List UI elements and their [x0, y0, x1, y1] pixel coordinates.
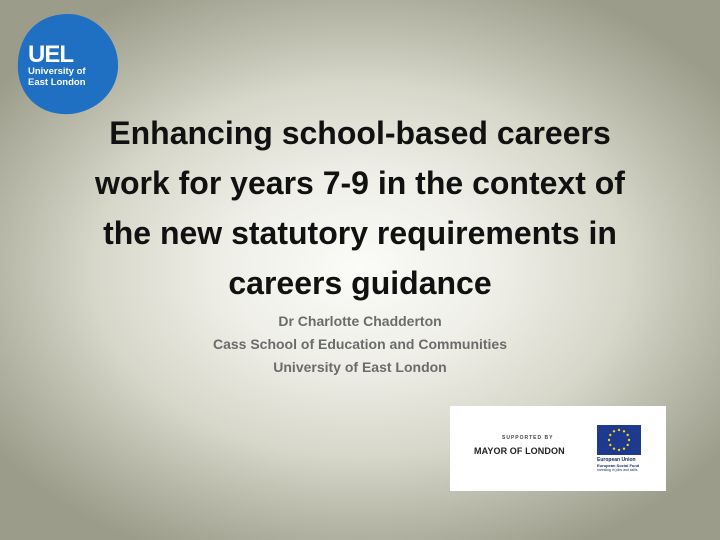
eu-name-label: European Union	[597, 457, 636, 463]
eu-flag-icon	[597, 425, 641, 455]
eu-tagline-label: Investing in jobs and skills	[597, 468, 638, 472]
slide-title	[40, 108, 680, 308]
author-school: Cass School of Education and Communities	[212, 336, 508, 352]
sponsor-panel	[450, 406, 666, 491]
title-line-4: careers guidance	[228, 265, 492, 301]
slide-subtitle	[100, 310, 620, 379]
author-name: Dr Charlotte Chadderton	[278, 313, 442, 329]
uel-logo	[14, 10, 122, 118]
uel-logo-text	[28, 41, 86, 88]
uel-logo-line1: University of	[28, 66, 86, 77]
title-line-3: the new statutory requirements in	[103, 215, 617, 251]
uel-logo-line2: East London	[28, 77, 86, 88]
uel-logo-abbr: UEL	[28, 41, 73, 68]
eu-fund-label: European Social Fund	[597, 463, 640, 468]
title-line-2: work for years 7-9 in the context of	[95, 165, 625, 201]
title-line-1: Enhancing school-based careers	[109, 115, 611, 151]
supported-by-label: SUPPORTED BY	[502, 435, 554, 441]
mayor-of-london-label: MAYOR OF LONDON	[474, 446, 565, 456]
author-university: University of East London	[273, 359, 447, 375]
